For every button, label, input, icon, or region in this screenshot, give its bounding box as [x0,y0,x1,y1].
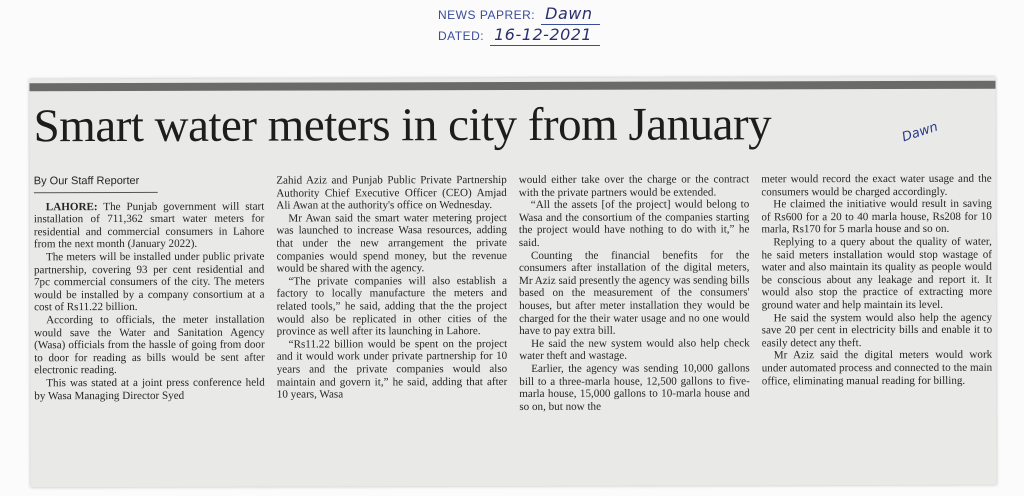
paragraph: The meters will be installed under public private partnership, covering 93 per cent residential and 7pc commercial consumers of the city. The meters would be installed by a company consortium at a cost of Rs11.22 billion. [33,250,265,314]
paragraph: “Rs11.22 billion would be spent on the project and it would work under private partnership for 10 years and the private companies would also maintain and govern it,” he said, adding that after 10 years, Wasa [276,337,508,401]
column-3 [519,173,750,484]
column-1 [34,175,265,486]
newspaper-row [438,4,600,25]
paragraph: would either take over the charge or the contract with the private partners would be extended. [518,173,750,199]
article-body [30,173,997,486]
column-2 [276,174,507,485]
paragraph: Zahid Aziz and Punjab Public Private Partnership Authority Chief Executive Officer (CEO) Amjad Ali Awan at the authority's office on Wednesday. [276,174,507,212]
paragraph: Mr Awan said the smart water metering project was launched to increase Wasa resources, adding that under the new arrangement the private companies would spend money, but the revenue would be shared with the agency. [276,211,507,275]
paragraph: Counting the financial benefits for the consumers after installation of the digital meters, Mr Aziz said presently the agency was sending bills based on the measurement of the consumers' houses, but after meter installation they would be charged for the their water usage and no one would have to pay extra bill. [518,248,750,338]
dated-row [438,25,600,46]
paragraph-text: The Punjab government will start installation of 711,362 smart water meters for residential and commercial consumers in Lahore from the next month (January 2022). [33,200,265,251]
paragraph: Mr Aziz said the digital meters would work under automated process and connected to the main office, eliminating manual reading for billing. [761,349,993,387]
paragraph [34,200,265,251]
dateline: LAHORE: [45,200,98,213]
paragraph: This was stated at a joint press conference held by Wasa Managing Director Syed [34,376,265,402]
paragraph: He said the new system would also help check water theft and wastage. [519,337,750,363]
paragraph: meter would record the exact water usage and the consumers would be charged accordingly. [761,172,992,198]
margin-note: Dawn [900,119,940,146]
dated-handwritten: 16-12-2021 [490,25,600,46]
paragraph: “The private companies will also establish a factory to locally manufacture the meters and related tools,” he said, adding that the the project would also be replicated in other cities of the province as well after its launching in Lahore. [276,274,508,338]
newspaper-label: NEWS PAPRER: [438,8,536,22]
archive-stamp [438,4,600,46]
paragraph: Earlier, the agency was sending 10,000 gallons bill to a three-marla house, 12,500 gallons to five-marla house, 15,000 gallons to 10-marla house and so on, but now the [519,362,750,413]
paragraph: “All the assets [of the project] would belong to Wasa and the consortium of the companies starting the project would have nothing to do with it,” he said. [518,198,750,249]
paragraph: According to officials, the meter installation would save the Water and Sanitation Agency (Wasa) officials from the hassle of going from door to door for reading as bills would be sent after electronic reading. [34,313,265,377]
newspaper-clipping [29,77,996,488]
top-rule [29,81,995,92]
paragraph: He said the system would also help the agency save 20 per cent in electricity bills and enable it to easily detect any theft. [761,311,993,350]
column-4 [761,173,992,484]
headline: Smart water meters in city from January [33,98,772,153]
dated-label: DATED: [438,29,485,43]
byline: By Our Staff Reporter [34,175,158,193]
paragraph: Replying to a query about the quality of water, he said meters installation would stop wastage of water and also maintain its quality as people would be conscious about any leakage and report it. It would also stop the practice of extracting more ground water and help maintain its level. [761,235,993,312]
paragraph: He claimed the initiative would result in saving of Rs600 for a 20 to 40 marla house, Rs208 for 10 marla, Rs170 for 5 marla house and so on. [761,197,992,236]
newspaper-handwritten: Dawn [541,4,600,25]
